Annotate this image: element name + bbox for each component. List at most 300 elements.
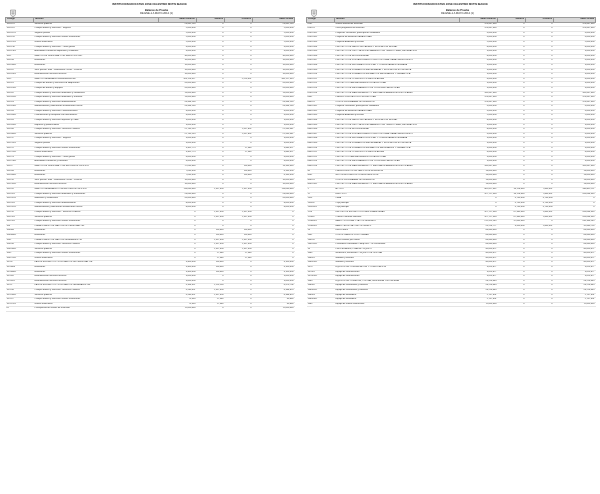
cell-saldo-anterior: 327,727,594 [460,192,498,197]
cell-creditos: 0 [526,91,554,96]
cell-creditos: 0 [526,31,554,36]
cell-nombre: Remuneración servicios técnicos [34,275,159,280]
cell-codigo: 10222021 [6,206,34,211]
cell-saldo-actual: 8,000,000 [554,128,596,133]
cell-saldo-anterior: 17,035,000 [159,165,197,170]
cell-saldo-actual: 90,000,971 [554,247,596,252]
cell-creditos: 0 [526,54,554,59]
cell-saldo-anterior: 3,000,000 [159,137,197,142]
cell-nombre: GASTOS DE PERSONAL POR SERVICIOS IND. [34,54,159,59]
cell-debitos: 0 [197,82,225,87]
cell-saldo-actual: 160,127,553 [253,77,295,82]
cell-nombre: Honorarios [34,59,159,64]
cell-debitos: 0 [197,155,225,160]
cell-nombre: EFECTIVO [335,192,460,197]
cell-saldo-anterior: 0 [159,252,197,257]
cell-nombre: Actividades científicas y culturales [34,160,159,165]
cell-codigo: 890101 [307,100,335,105]
cell-saldo-anterior: 2,000,000 [159,27,197,32]
cell-debitos: 0 [197,137,225,142]
cell-codigo: 168003 [307,293,335,298]
cell-saldo-actual: 0 [253,247,295,252]
cell-creditos: 0 [526,252,554,257]
cell-saldo-anterior: 24,040,000 [159,192,197,197]
cell-nombre: Caja principal [335,206,460,211]
cell-nombre: CAJA [335,197,460,202]
cell-nombre: Compra Bienes y Servicios Mantenimiento [34,100,159,105]
cell-debitos: 0 [498,109,526,114]
cell-creditos: 0 [225,91,253,96]
cell-creditos: 0 [526,82,554,87]
cell-codigo: 1011101 [6,22,34,27]
cell-codigo: 10220201 [6,96,34,101]
cell-saldo-actual: 2,000,000 [253,40,295,45]
cell-codigo: 81010110 [307,73,335,78]
cell-debitos: 0 [498,146,526,151]
cell-codigo: 103 [6,224,34,229]
cell-nombre: Honorarios [34,229,159,234]
cell-debitos: 0 [197,63,225,68]
cell-debitos: 5,735,000 [498,201,526,206]
cell-creditos: 1,865,051 [526,215,554,220]
cell-creditos: 0 [526,27,554,32]
cell-nombre: Compra Bienes y Servicios Materiales y Suminist. [34,96,159,101]
cell-nombre: Presupuesto de Gastos de Inversión [34,307,159,312]
cell-debitos: 0 [197,128,225,133]
cell-creditos: 1,107,903 [225,247,253,252]
cell-codigo: 11050101 [307,206,335,211]
cell-codigo: 102204 [6,109,34,114]
cell-saldo-anterior: 20,000,000 [159,82,197,87]
cell-saldo-anterior: 2,000,000 [159,40,197,45]
col-saldo-actual: Saldo Actual [554,18,596,22]
cell-debitos: 37,833,000 [498,220,526,225]
cell-debitos: 0 [498,266,526,271]
cell-saldo-actual: 100,837,000 [554,165,596,170]
cell-codigo: 102110 [6,68,34,73]
cell-codigo: 110501 [307,201,335,206]
cell-nombre: MOTOR EDUCACIÓN COMPROMISOS DE [335,174,460,179]
cell-saldo-anterior: 30,000,000 [159,54,197,59]
cell-codigo: 81010102 [307,36,335,41]
cell-nombre: MUEBLES, ENSERES Y EQUIPO DE OFICINA [335,252,460,257]
cell-codigo: 102212 [6,146,34,151]
cell-debitos: 0 [498,59,526,64]
cell-codigo: 1401 [307,233,335,238]
cell-nombre: Remuneración servicios técnicos [34,73,159,78]
institution-logo-icon [310,9,318,17]
cell-creditos: 0 [225,279,253,284]
cell-nombre: Compra Bienes y Servicios Gastos Financieros [34,146,159,151]
cell-nombre: Compra Bienes y Servicios - Otros gastos [34,155,159,160]
cell-saldo-anterior: 3,000,000 [460,160,498,165]
cell-saldo-actual: 250,346,245 [554,220,596,225]
cell-saldo-anterior: 3,902,773 [159,146,197,151]
cell-saldo-actual: 23,832,150 [253,22,295,27]
cell-saldo-anterior: 4,000,000 [159,114,197,119]
cell-debitos: 0 [498,279,526,284]
cell-nombre: PROYECTO PLANTA A LA BIBLIOTECA ESCOLAR [335,155,460,160]
cell-creditos: 1,107,903 [225,243,253,248]
cell-saldo-anterior: 3,000,000 [460,63,498,68]
cell-saldo-anterior: 100,837,000 [460,165,498,170]
cell-saldo-anterior: 3,000,000 [460,86,498,91]
cell-saldo-actual: 116,040,000 [253,187,295,192]
cell-creditos: 7,865,051 [526,192,554,197]
cell-debitos: 0 [197,27,225,32]
cell-codigo: 10220101 [6,86,34,91]
cell-codigo: 1 [307,187,335,192]
cell-saldo-actual: 5,000,000 [554,105,596,110]
cell-debitos: 53,118,000 [498,187,526,192]
cell-creditos: 0 [526,151,554,156]
cell-saldo-actual: 21,535,361 [253,132,295,137]
cell-saldo-anterior: 73,550 [159,302,197,307]
cell-codigo: 10221301 [6,160,34,165]
cell-nombre: Materiales y suministros [34,197,159,202]
cell-codigo: 10222011 [6,197,34,202]
cell-nombre: Honorarios [34,270,159,275]
cell-creditos: 17,346 [225,146,253,151]
cell-nombre: PROYECTO DE FORMACIÓN EN HABITOS SALUDABLES Y GIMNÁSTICA [335,146,460,151]
cell-codigo: 89010112 [307,155,335,160]
cell-codigo: 89010108 [307,137,335,142]
cell-saldo-actual: 15,000,000 [253,91,295,96]
cell-nombre: Compra Bienes y Servicios Comunicaciones [34,109,159,114]
cell-saldo-actual: 5,000,000 [554,132,596,137]
cell-nombre: GASTOS DE PERSONAL CON RECURSOS PROPIOS [34,165,159,170]
cell-debitos: 5,735,000 [498,206,526,211]
cell-saldo-actual: 14,000,000 [554,178,596,183]
cell-saldo-actual: 24,040,000 [253,192,295,197]
cell-codigo: 1031 [6,238,34,243]
cell-nombre: Equipo de huerta institucional [335,302,460,307]
cell-saldo-actual: 90,000,971 [554,261,596,266]
cell-creditos: 0 [225,302,253,307]
cell-creditos: 0 [526,233,554,238]
cell-nombre: Servicios públicos [34,22,159,27]
cell-creditos: 0 [526,59,554,64]
cell-nombre: Servicios públicos [34,247,159,252]
cell-saldo-actual: 3,000,000 [253,275,295,280]
cell-debitos: 0 [197,132,225,137]
cell-creditos: 0 [526,114,554,119]
cell-saldo-anterior: 90,000,971 [460,252,498,257]
cell-creditos: 0 [225,40,253,45]
cell-codigo: 89010101 [307,105,335,110]
cell-codigo: 1670 [307,266,335,271]
cell-saldo-actual: 3,615,677 [554,275,596,280]
cell-saldo-anterior: 5,000,000 [460,109,498,114]
cell-debitos: 0 [197,40,225,45]
col-codigo: Código [307,18,335,22]
cell-codigo: 1021110 [6,27,34,32]
cell-codigo: 1022101 [6,215,34,220]
cell-saldo-actual: 8,000,000 [253,206,295,211]
cell-saldo-actual: 21,535,361 [253,128,295,133]
cell-creditos: 0 [225,289,253,294]
cell-debitos: 0 [197,100,225,105]
cell-codigo: 167001 [307,270,335,275]
cell-creditos: 0 [225,109,253,114]
cell-codigo: 10220401 [6,114,34,119]
cell-nombre: Honorarios [34,233,159,238]
cell-saldo-anterior: 3,000,000 [159,142,197,147]
cell-nombre: PROYECTO DE MEJORAMIENTO DE CONVIVENCIA ESCOLAR [335,160,460,165]
cell-debitos: 0 [197,201,225,206]
cell-codigo: 103008 [6,229,34,234]
cell-saldo-anterior: 14,000,000 [460,174,498,179]
cell-codigo: 102213 [6,155,34,160]
cell-nombre: Honorarios [34,169,159,174]
cell-debitos: 0 [197,206,225,211]
cell-saldo-anterior: 123,837,000 [460,100,498,105]
cell-codigo: 81010105 [307,50,335,55]
cell-creditos: 0 [526,169,554,174]
cell-saldo-actual: 3,000,000 [554,63,596,68]
cell-saldo-anterior: 5,000,000 [460,132,498,137]
cell-debitos: 1,107,903 [197,238,225,243]
cell-saldo-actual: 3,000,000 [554,86,596,91]
cell-saldo-actual: 2,000,000 [253,36,295,41]
cell-saldo-actual: 20,000,000 [253,86,295,91]
cell-nombre: PROYECTO DE CONSTRUCCIONES DE AULAS [335,151,460,156]
cell-creditos: 0 [526,165,554,170]
cell-saldo-anterior: 14,000,000 [460,178,498,183]
cell-saldo-anterior: 462,817,492 [460,187,498,192]
cell-saldo-actual: 2,757,601 [554,298,596,303]
cell-codigo: 81010101 [307,31,335,36]
cell-saldo-actual: 10,000,000 [253,68,295,73]
cell-nombre: PROPIEDADES, PLANTA Y EQUIPO [335,247,460,252]
cell-saldo-anterior: 90,000,971 [460,261,498,266]
cell-debitos: 0 [498,96,526,101]
cell-nombre: Compra Bienes y Servicios Materiales y suministros [34,91,159,96]
cell-saldo-anterior: 44,830,000 [460,229,498,234]
cell-creditos: 0 [225,45,253,50]
cell-saldo-actual: 123,837,000 [554,96,596,101]
cell-debitos: 0 [197,197,225,202]
cell-saldo-anterior: 11,000,000 [159,307,197,312]
cell-saldo-anterior: 28,216,449 [460,289,498,294]
institution-header: INSTITUCION EDUCATIVA JOSE CELESTINO MUTIS IBAGUE [112,3,187,6]
cell-creditos: 1,107,903 [225,187,253,192]
cell-nombre: Servicios públicos [34,215,159,220]
cell-creditos: 0 [526,275,554,280]
cell-codigo: 102210 [6,210,34,215]
cell-debitos: 0 [498,86,526,91]
cell-nombre: BANCO BOGOTA CTA CTE 44568 3 [335,224,460,229]
cell-nombre: Honorarios [34,63,159,68]
cell-saldo-anterior: 3,000,000 [460,155,498,160]
cell-saldo-anterior: 5,354,457 [159,284,197,289]
cell-codigo: 10211301 [6,50,34,55]
cell-codigo: 90 [307,169,335,174]
cell-nombre: Compra Bienes y Servicios -Servicios Públicos [34,289,159,294]
cell-saldo-anterior: 5,280,907 [159,289,197,294]
cell-nombre: OTROS PROGRAMAS DE INVERSIÓN [335,178,460,183]
cell-creditos: 5,735,000 [526,206,554,211]
cell-creditos: 0 [225,36,253,41]
cell-creditos: 0 [526,146,554,151]
cell-debitos: 0 [498,54,526,59]
cell-debitos: 0 [197,54,225,59]
cell-creditos: 1,207,892 [225,128,253,133]
cell-saldo-actual: 2,000,000 [253,27,295,32]
cell-codigo: 10211101 [6,31,34,36]
cell-nombre: Compra Bienes y Servicios Gastos Financieros [34,252,159,257]
cell-saldo-actual: 15,000,000 [253,96,295,101]
cell-creditos: 0 [225,50,253,55]
cell-nombre: Seguros pólizas [34,142,159,147]
cell-debitos: 0 [197,174,225,179]
cell-creditos: 0 [225,284,253,289]
cell-nombre: Compra Bienes y Servicios Materiales y Suministros [34,192,159,197]
cell-nombre: Gastos financieros [34,302,159,307]
cell-creditos: 0 [225,59,253,64]
cell-nombre: Honorarios [34,266,159,271]
cell-debitos: 0 [197,114,225,119]
cell-codigo: 10222 [6,165,34,170]
cell-debitos: 0 [498,183,526,188]
cell-codigo: 14 [307,229,335,234]
cell-debitos: 0 [197,123,225,128]
cell-nombre: Cuenta Corriente Nacional [335,215,460,220]
cell-nombre: Proyecto Desarrollo, participación ciudadana [335,105,460,110]
col-nombre: Nombre [34,18,159,22]
cell-debitos: 0 [498,119,526,124]
cell-debitos: 0 [498,229,526,234]
cell-saldo-actual: 8,000,000 [554,45,596,50]
cell-saldo-anterior: 2,000,000 [159,31,197,36]
cell-codigo: 81010109 [307,68,335,73]
cell-creditos: 0 [225,82,253,87]
cell-creditos: 0 [225,261,253,266]
cell-debitos: 0 [498,256,526,261]
cell-saldo-anterior: 3,400,000 [159,270,197,275]
cell-saldo-actual: 3,615,677 [554,270,596,275]
balance-table [5,17,295,312]
cell-saldo-actual: 4,000,000 [554,77,596,82]
cell-nombre: PROYECTO DE USO Y APROVECHAMIENTO DE TIEMPO LIBRE, RECREACIÓN [335,123,460,128]
cell-debitos: 0 [498,142,526,147]
cell-nombre: CREACIONES POR GASTOS DE PERSONAL OB. [34,224,159,229]
cell-codigo: 10221101 [6,142,34,147]
cell-codigo: 103106 [6,243,34,248]
cell-nombre: Compra Bienes y Servicios - Servicios Públicos [34,210,159,215]
cell-saldo-anterior: 22,743,253 [159,128,197,133]
cell-debitos: 47,383,000 [498,215,526,220]
cell-saldo-actual: 3,000,000 [554,146,596,151]
cell-codigo: 810101 [307,27,335,32]
cell-saldo-actual: 11,003,000 [554,302,596,307]
cell-nombre: Servicios públicos [34,132,159,137]
cell-codigo: 89010103 [307,114,335,119]
cell-saldo-anterior: 123,837,000 [460,27,498,32]
cell-nombre: EQUIPOS DE COMUNICACIÓN Y COMPUTACIÓN [335,266,460,271]
cell-saldo-anterior: 28,216,449 [460,284,498,289]
report-header [318,9,597,15]
cell-codigo: 1070008 [6,266,34,271]
cell-codigo: 9001 [307,174,335,179]
cell-saldo-anterior: 116,040,000 [159,187,197,192]
institution-header: INSTITUCION EDUCATIVA JOSE CELESTINO MUTIS IBAGUE [413,3,488,6]
cell-saldo-anterior: 11,003,000 [460,302,498,307]
cell-nombre: Compra Bienes y Servicios -Servicios Públicos [34,243,159,248]
cell-saldo-actual: 4,000,000 [253,50,295,55]
cell-creditos: 0 [526,293,554,298]
cell-saldo-anterior: 0 [159,247,197,252]
cell-nombre: Remuneración servicios técnicos [34,279,159,284]
cell-codigo: 89010107 [307,132,335,137]
cell-creditos: 0 [225,114,253,119]
cell-nombre: Compra Bienes y Servicios Impresos y Public. [34,119,159,124]
cell-nombre: Servicios públicos [34,293,159,298]
cell-saldo-anterior: 3,000,000 [159,275,197,280]
cell-saldo-anterior: 44,830,000 [460,233,498,238]
cell-saldo-anterior: 0 [159,233,197,238]
cell-saldo-anterior: 100,837,000 [460,91,498,96]
cell-saldo-anterior: 3,000,000 [460,73,498,78]
cell-saldo-anterior: 3,902,773 [159,151,197,156]
cell-saldo-actual: 32,899,726 [554,224,596,229]
cell-nombre: Remuneración servicios técnicos [34,183,159,188]
cell-codigo: 89010113 [307,160,335,165]
cell-codigo: 89010114 [307,165,335,170]
cell-codigo: 102108 [6,59,34,64]
cell-creditos: 0 [225,27,253,32]
cell-saldo-anterior: 10,000,000 [159,63,197,68]
cell-creditos: 0 [225,178,253,183]
cell-codigo: 16700101 [307,275,335,280]
cell-codigo: 90010101 [307,183,335,188]
cell-saldo-anterior: 4,000,000 [159,160,197,165]
cell-codigo: 10711201 [6,302,34,307]
cell-saldo-anterior: 0 [159,238,197,243]
cell-creditos: 0 [526,36,554,41]
cell-debitos: 0 [498,114,526,119]
cell-creditos: 0 [526,68,554,73]
cell-debitos: 700,000 [197,233,225,238]
cell-creditos: 700,000 [225,233,253,238]
cell-creditos: 0 [225,293,253,298]
cell-creditos: 2,225,051 [225,77,253,82]
cell-debitos: 700,000 [197,229,225,234]
cell-creditos: 0 [526,243,554,248]
cell-nombre: Actividades científicas deportivas y culturales [34,50,159,55]
cell-codigo: 1021120 [6,36,34,41]
cell-creditos: 0 [225,197,253,202]
cell-debitos: 1,107,903 [197,289,225,294]
cell-saldo-actual: 90,896 [253,302,295,307]
cell-saldo-actual: 14,000,000 [554,169,596,174]
cell-debitos: 0 [498,68,526,73]
cell-saldo-actual: 11,000,000 [253,307,295,312]
cell-saldo-actual: 10,000,000 [253,73,295,78]
cell-codigo: 10221001 [6,183,34,188]
cell-creditos: 0 [526,109,554,114]
cell-saldo-actual: 3,000,000 [554,155,596,160]
cell-codigo: 10220501 [6,123,34,128]
cell-nombre: Compra Bienes y Servicios - Seguros [34,27,159,32]
cell-saldo-anterior: 3,000,000 [460,82,498,87]
cell-saldo-anterior: 3,615,677 [460,275,498,280]
cell-creditos: 0 [526,174,554,179]
cell-debitos: 1,107,903 [197,243,225,248]
cell-debitos: 0 [498,40,526,45]
cell-debitos: 47,383,000 [498,210,526,215]
cell-codigo: 89010105 [307,123,335,128]
